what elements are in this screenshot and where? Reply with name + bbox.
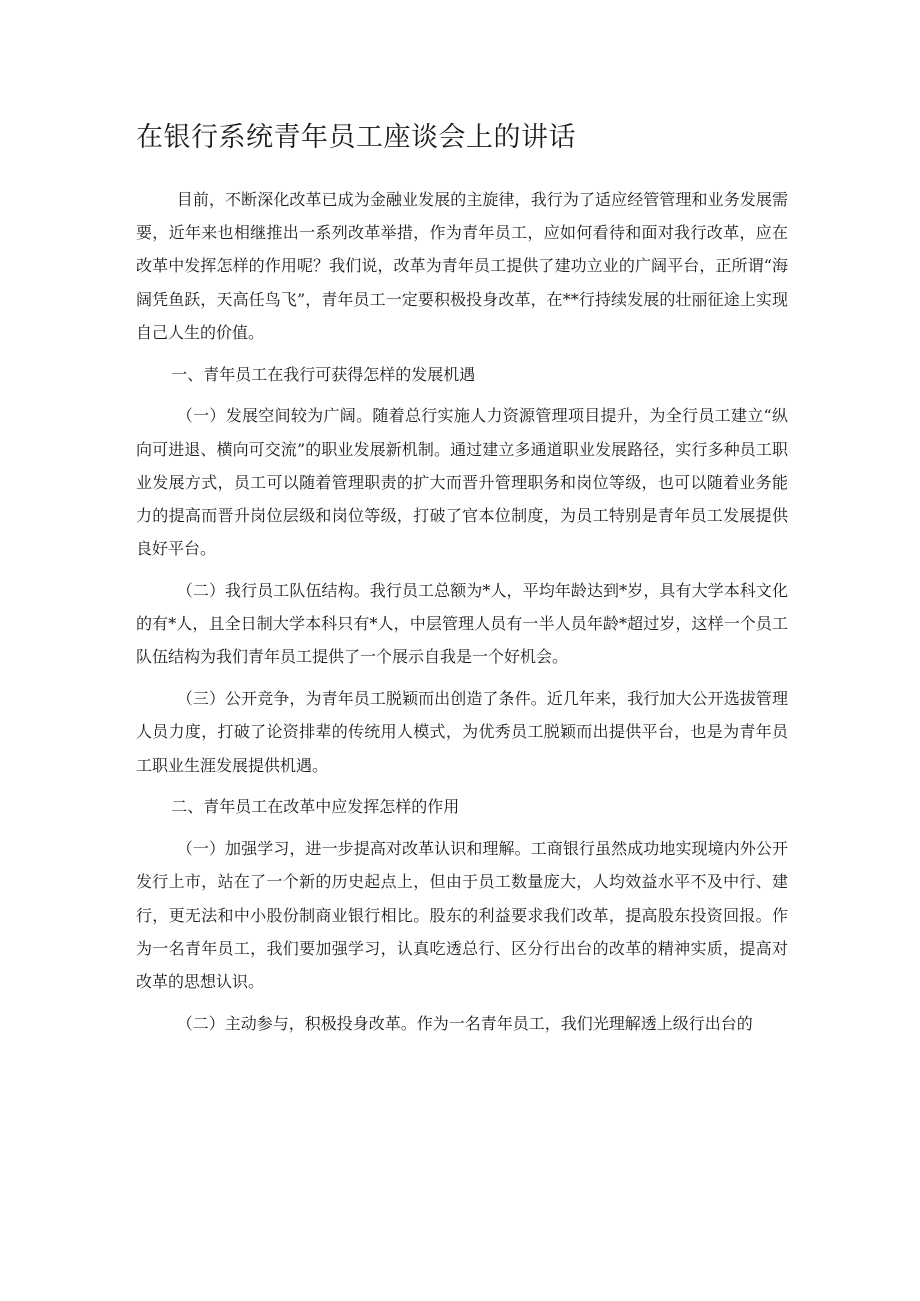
- paragraph-2-1: （一）加强学习，进一步提高对改革认识和理解。工商银行虽然成功地实现境内外公开发行上市，站在了一个新的历史起点上，但由于员工数量庞大，人均效益水平不及中行、建行，更无法和中小股份制商业银行相比。股东的利益要求我们改革，提高股东投资回报。作为一名青年员工，我们要加强学习，认真吃透总行、区分行出台的改革的精神实质，提高对改革的思想认识。: [136, 839, 788, 992]
- document-body: [136, 183, 788, 1040]
- paragraph-1-1: （一）发展空间较为广阔。随着总行实施人力资源管理项目提升，为全行员工建立“纵向可进退、横向可交流”的职业发展新机制。通过建立多通道职业发展路径，实行多种员工职业发展方式，员工可以随着管理职责的扩大而晋升管理职务和岗位等级，也可以随着业务能力的提高而晋升岗位层级和岗位等级，打破了官本位制度，为员工特别是青年员工发展提供良好平台。: [136, 406, 788, 559]
- paragraph-1-3: （三）公开竞争，为青年员工脱颖而出创造了条件。近几年来，我行加大公开选拔管理人员力度，打破了论资排辈的传统用人模式，为优秀员工脱颖而出提供平台，也是为青年员工职业生涯发展提供机遇。: [136, 689, 788, 775]
- paragraph-intro: 目前，不断深化改革已成为金融业发展的主旋律，我行为了适应经管管理和业务发展需要，近年来也相继推出一系列改革举措，作为青年员工，应如何看待和面对我行改革，应在改革中发挥怎样的作用呢？我们说，改革为青年员工提供了建功立业的广阔平台，正所谓“海阔凭鱼跃，天高任鸟飞”，青年员工一定要积极投身改革，在**行持续发展的壮丽征途上实现自己人生的价值。: [136, 190, 788, 342]
- paragraph-1-2: （二）我行员工队伍结构。我行员工总额为*人，平均年龄达到*岁，具有大学本科文化的有*人，且全日制大学本科只有*人，中层管理人员有一半人员年龄*超过岁，这样一个员工队伍结构为我们青年员工提供了一个展示自我是一个好机会。: [136, 581, 788, 667]
- section-heading-1: 一、青年员工在我行可获得怎样的发展机遇: [171, 364, 476, 384]
- document-title: 在银行系统青年员工座谈会上的讲话: [136, 122, 576, 153]
- section-heading-2: 二、青年员工在改革中应发挥怎样的作用: [171, 797, 460, 817]
- paragraph-2-2: （二）主动参与，积极投身改革。作为一名青年员工，我们光理解透上级行出台的: [176, 1013, 753, 1033]
